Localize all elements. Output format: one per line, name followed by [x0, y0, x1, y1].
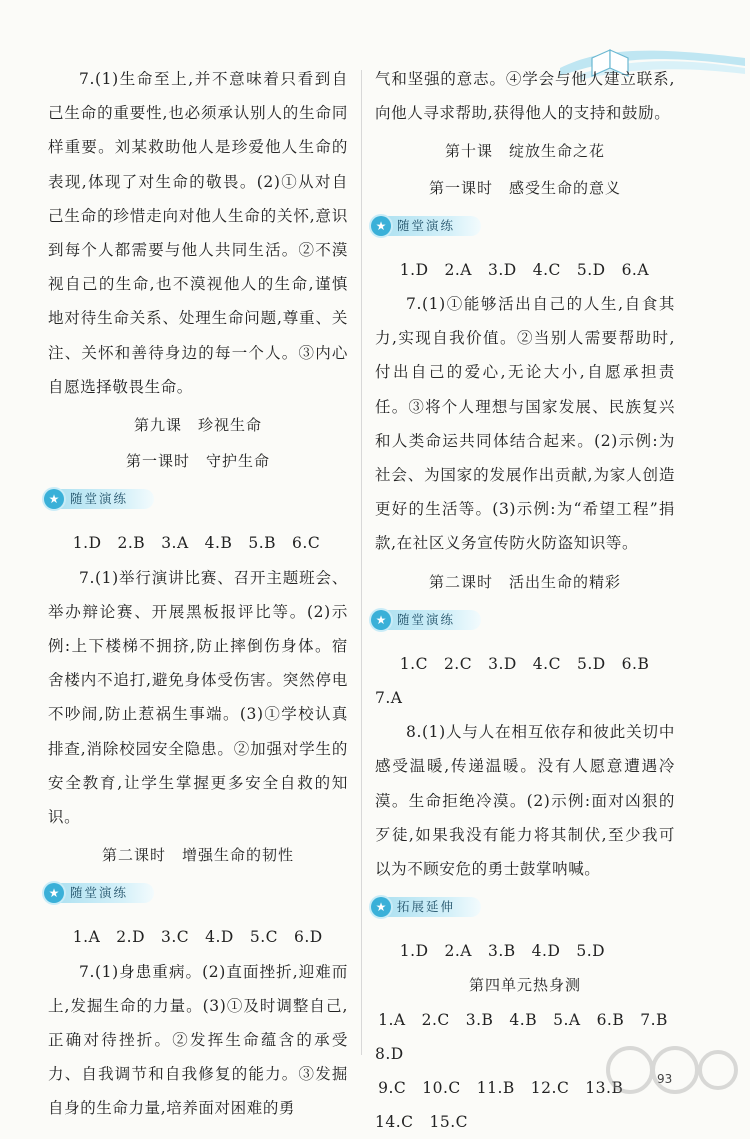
choice-answers: 9.C 10.C 11.B 12.C 13.B 14.C 15.C	[375, 1079, 640, 1132]
section-badge	[371, 607, 675, 633]
star-icon: ★	[371, 610, 391, 630]
left-column	[48, 62, 348, 1126]
answer-paragraph: 7.(1)生命至上,并不意味着只看到自己生命的重要性,也必须承认别人的生命同样重要。刘某救助他人是珍爱他人生命的表现,体现了对生命的敬畏。(2)①从对自己生命的珍惜走向对他人生命的关怀,意识到每个人都需要与他人共同生活。②不漠视自己的生命,也不漠视他人的生命,谨慎地对待生命关系、处理生命问题,尊重、关注、关怀和善待身边的每一个人。③内心自愿选择敬畏生命。	[48, 70, 348, 396]
answer-paragraph-continued: 气和坚强的意志。④学会与他人建立联系,向他人寻求帮助,获得他人的支持和鼓励。	[375, 70, 675, 123]
section-title: 第二课时 增强生命的韧性	[101, 846, 294, 865]
section-title: 第二课时 活出生命的精彩	[428, 572, 621, 591]
lesson-title: 第十课 绽放生命之花	[444, 142, 605, 161]
badge-label: 随堂演练	[56, 883, 154, 903]
section-badge	[44, 486, 348, 512]
answer-paragraph: 7.(1)举行演讲比赛、召开主题班会、举办辩论赛、开展黑板报评比等。(2)示例:上下楼梯不拥挤,防止摔倒伤身体。宿舍楼内不追打,避免身体受伤害。突然停电不吵闹,防止惹祸生事端。(3)①学校认真排查,消除校园安全隐患。②加强对学生的安全教育,让学生掌握更多安全自救的知识。	[48, 568, 348, 827]
choice-answers: 1.C 2.C 3.D 4.C 5.D 6.B 7.A	[375, 654, 666, 708]
badge-label: 随堂演练	[56, 489, 154, 509]
badge-label: 随堂演练	[383, 610, 481, 630]
choice-answers: 1.D 2.A 3.D 4.C 5.D 6.A	[399, 260, 650, 279]
answer-paragraph: 8.(1)人与人在相互依存和彼此关切中感受温暖,传递温暖。没有人愿意遭遇冷漠。生命拒绝冷漠。(2)示例:面对凶狠的歹徒,如果我没有能力将其制伏,至少我可以为不顾安危的勇士鼓掌呐喊。	[375, 723, 675, 879]
star-icon: ★	[371, 897, 391, 917]
star-icon: ★	[44, 489, 64, 509]
section-badge	[371, 894, 675, 920]
section-title: 第一课时 感受生命的意义	[428, 178, 621, 197]
star-icon: ★	[44, 883, 64, 903]
page-number: 93	[657, 1072, 673, 1086]
section-badge	[371, 213, 675, 239]
section-title: 第一课时 守护生命	[125, 452, 270, 471]
unit-test-title: 第四单元热身测	[468, 976, 581, 995]
section-badge	[44, 880, 348, 906]
column-divider	[361, 70, 362, 1055]
star-icon: ★	[371, 216, 391, 236]
choice-answers: 1.A 2.D 3.C 4.D 5.C 6.D	[72, 928, 323, 947]
choice-answers: 1.D 2.A 3.B 4.D 5.D	[399, 942, 606, 961]
answer-paragraph: 7.(1)身患重病。(2)直面挫折,迎难而上,发掘生命的力量。(3)①及时调整自己,正确对待挫折。②发挥生命蕴含的承受力、自我调节和自我修复的能力。③发掘自身的生命力量,培养面对困难的勇	[48, 962, 348, 1118]
choice-answers: 1.D 2.B 3.A 4.B 5.B 6.C	[72, 534, 321, 553]
answer-paragraph: 7.(1)①能够活出自己的人生,自食其力,实现自我价值。②当别人需要帮助时,付出自己的爱心,无论大小,自愿承担责任。③将个人理想与国家发展、民族复兴和人类命运共同体结合起来。(2)示例:为社会、为国家的发展作出贡献,为家人创造更好的生活等。(3)示例:为“希望工程”捐款,在社区义务宣传防火防盗知识等。	[375, 295, 675, 553]
right-column	[375, 62, 684, 1139]
choice-answers: 1.A 2.C 3.B 4.B 5.A 6.B 7.B 8.D	[375, 1010, 684, 1063]
badge-label: 拓展延伸	[383, 897, 481, 917]
badge-label: 随堂演练	[383, 216, 481, 236]
watermark-logo	[600, 1035, 740, 1105]
lesson-title: 第九课 珍视生命	[133, 416, 262, 435]
